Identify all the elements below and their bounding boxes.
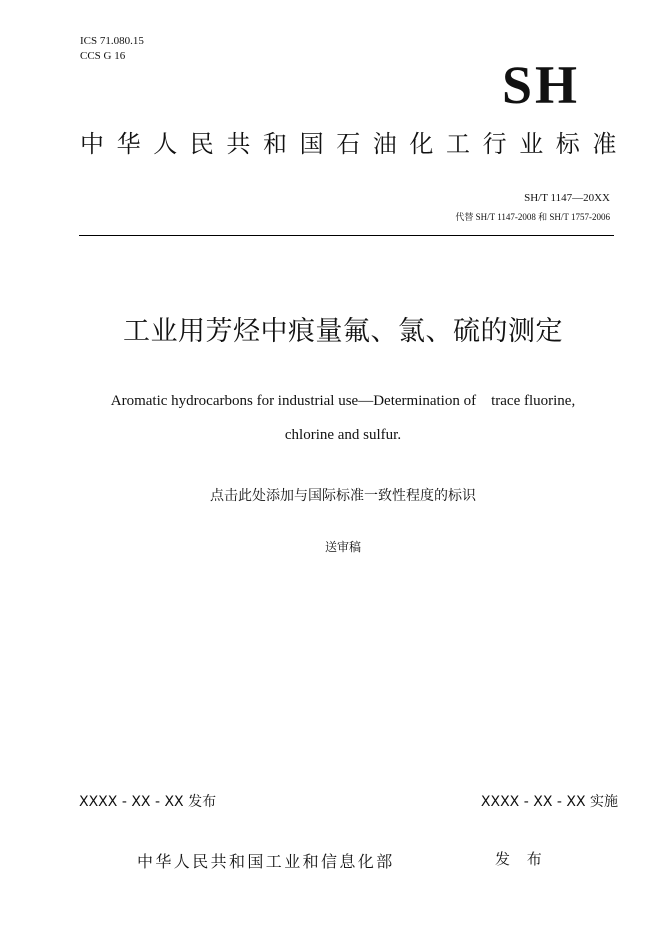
- replaces-note: 代替 SH/T 1147-2008 和 SH/T 1757-2006: [455, 212, 610, 222]
- ics-code: ICS 71.080.15: [80, 35, 144, 47]
- consistency-note[interactable]: 点击此处添加与国际标准一致性程度的标识: [210, 488, 476, 504]
- issuing-authority: 中华人民共和国工业和信息化部: [137, 852, 395, 871]
- standard-number: SH/T 1147—20XX: [524, 192, 610, 204]
- classification-codes: [80, 34, 144, 64]
- document-title-chinese: 工业用芳烃中痕量氟、氯、硫的测定: [123, 316, 563, 347]
- implementation-date: XXXX - XX - XX 实施: [480, 794, 618, 810]
- issue-date: XXXX - XX - XX 发布: [79, 794, 217, 810]
- standard-category: 中华人民共和国石油化工行业标准: [80, 130, 629, 158]
- ccs-code: CCS G 16: [80, 50, 126, 62]
- publish-label: 发 布: [495, 850, 548, 868]
- sh-logo: SH: [501, 55, 580, 115]
- document-title-english-line1: Aromatic hydrocarbons for industrial use—Determination of trace fluorine,: [110, 393, 576, 409]
- header-divider: [79, 235, 614, 236]
- draft-status: 送审稿: [324, 540, 361, 554]
- document-title-english-line2: chlorine and sulfur.: [284, 427, 402, 443]
